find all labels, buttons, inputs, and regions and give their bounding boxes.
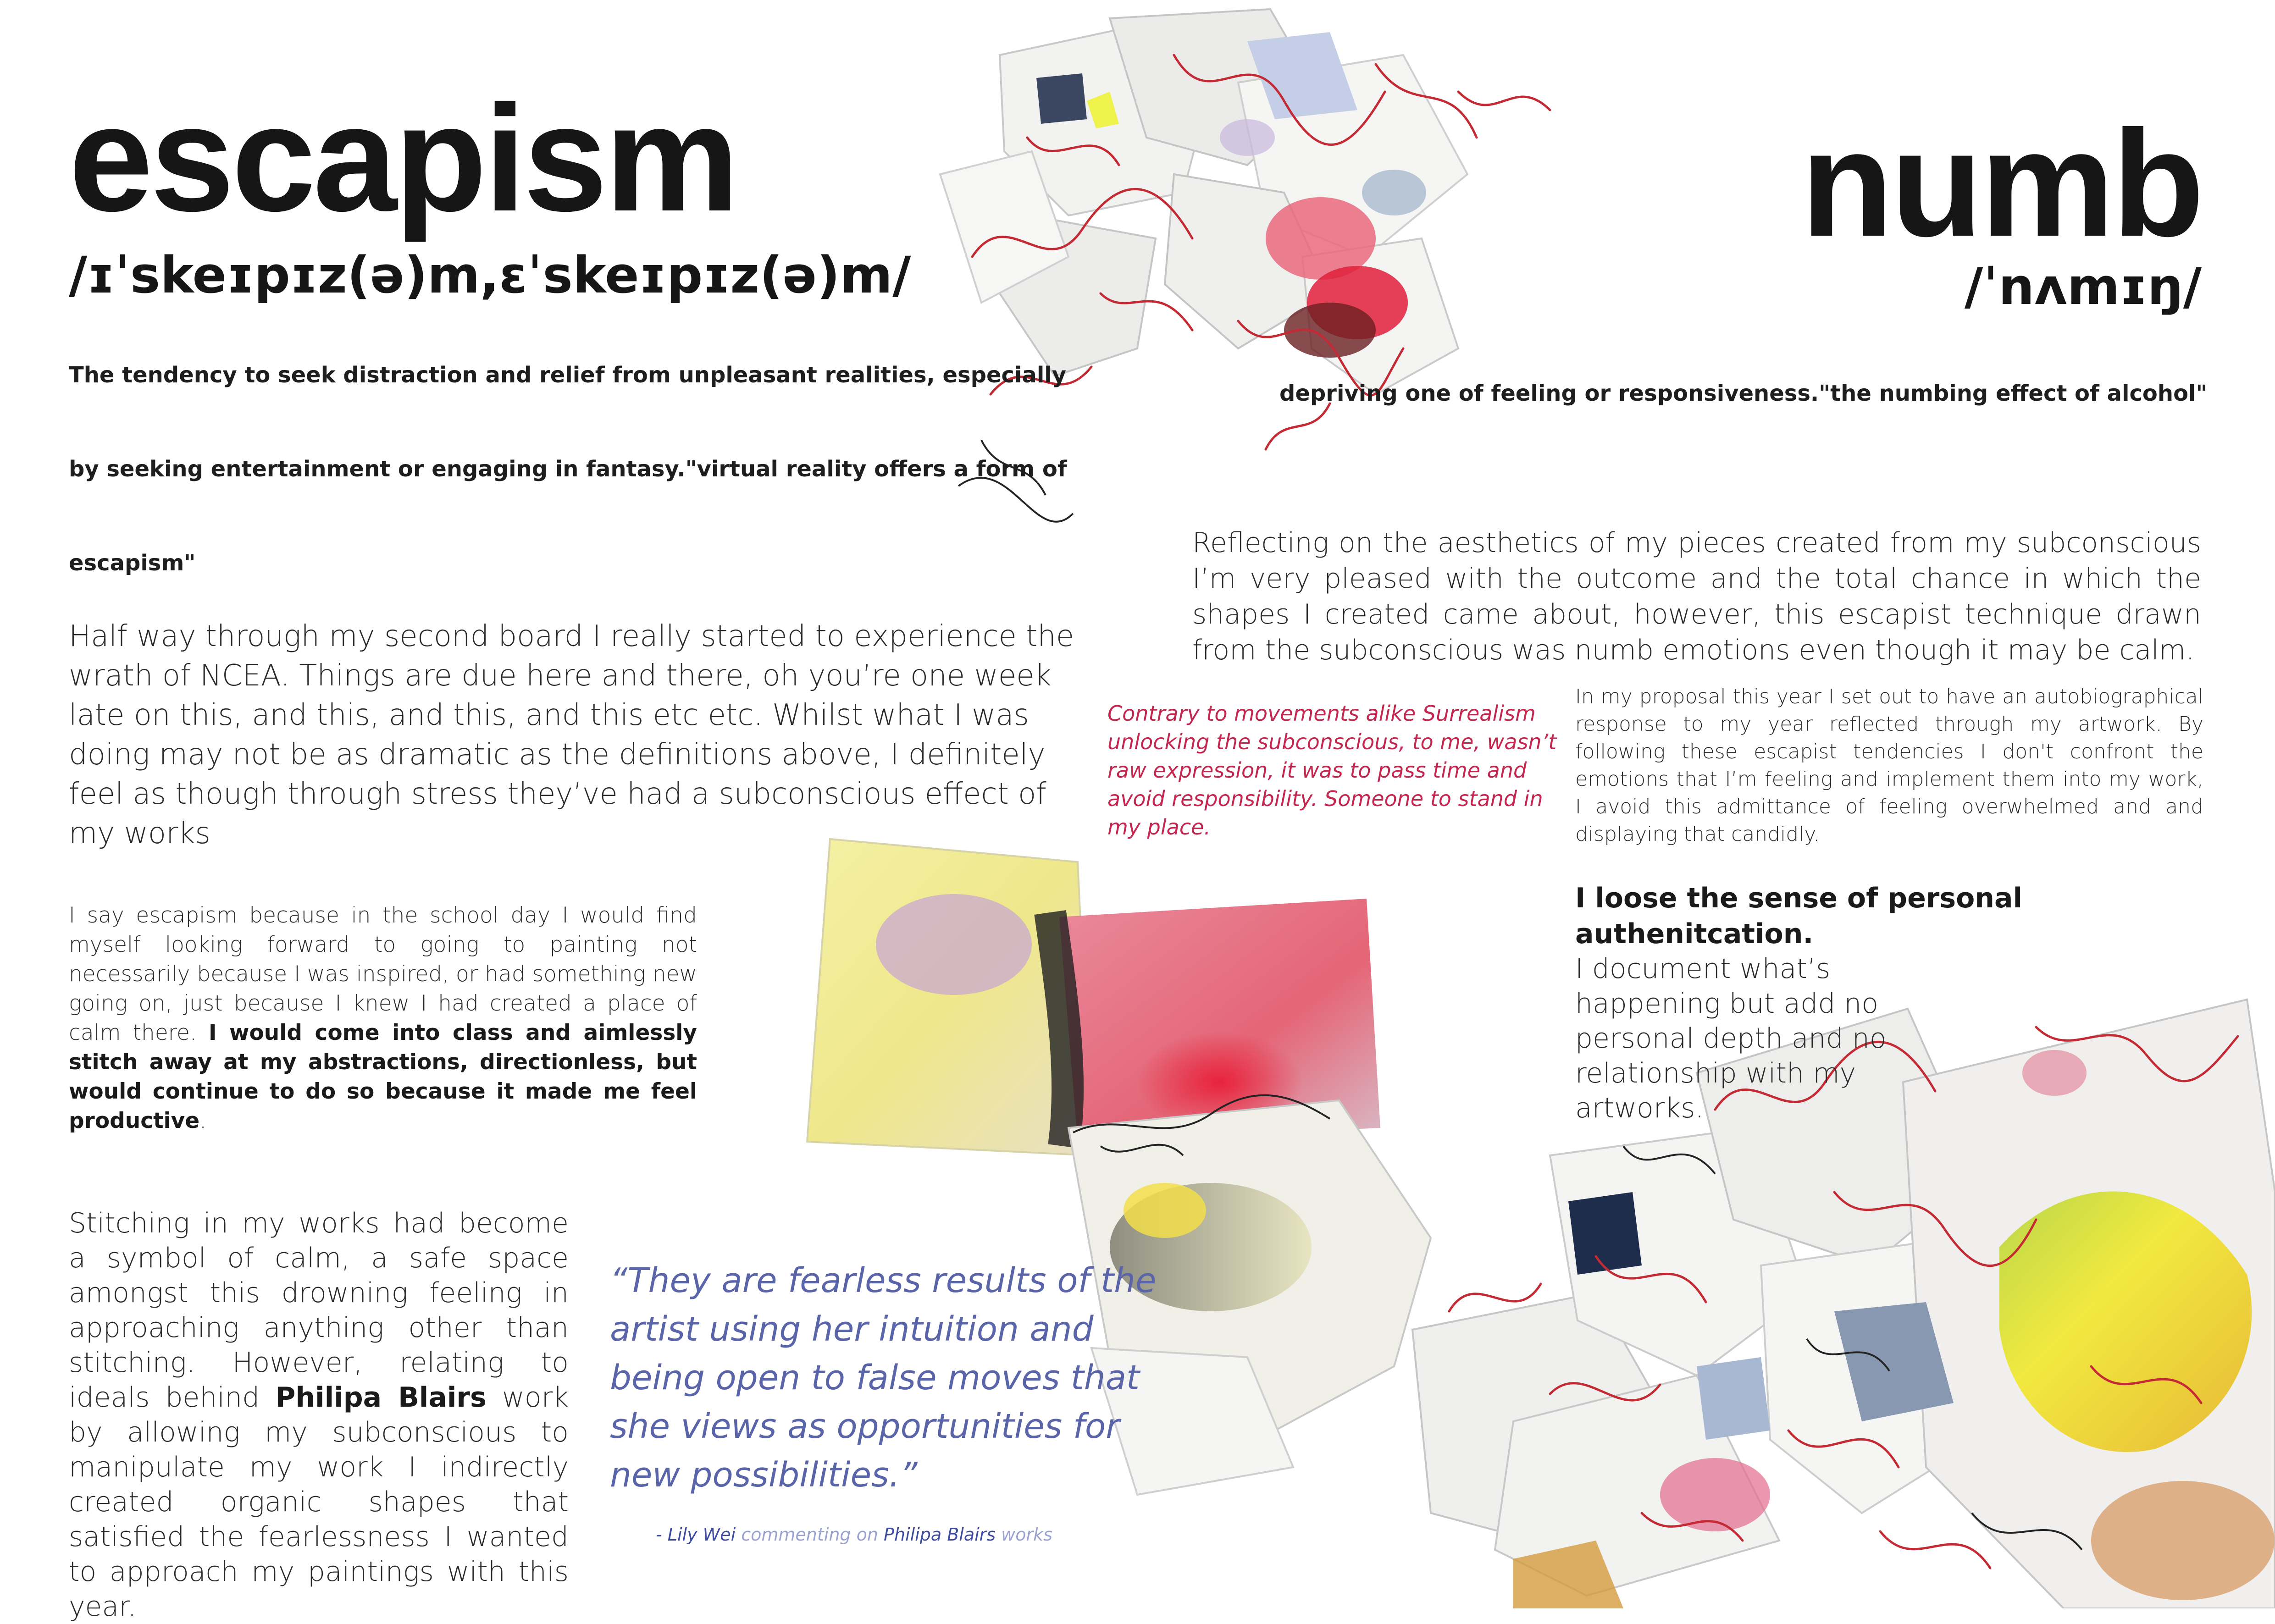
quote-suffix: works bbox=[996, 1525, 1052, 1545]
quote-middle: commenting on bbox=[736, 1525, 884, 1545]
escapism-definition-line-2: by seeking entertainment or engaging in fantasy."virtual reality offers a form of bbox=[69, 456, 1067, 482]
quote-attribution bbox=[656, 1525, 1052, 1545]
escapism-definition-line-1: The tendency to seek distraction and relief from unpleasant realities, especially bbox=[69, 362, 1067, 388]
escapism-phonetic: /ɪˈskeɪpɪz(ə)m,ɛˈskeɪpɪz(ə)m/ bbox=[69, 246, 911, 304]
paragraph-stitching-a: Stitching in my works had become a symbol of calm, a safe space amongst this drowning feeling in approaching anything other than stitching. However, relating to ideals behind bbox=[69, 1207, 569, 1414]
numb-title: numb bbox=[1800, 99, 2202, 268]
paragraph-reflecting: Reflecting on the aesthetics of my pieces created from my subconscious I’m very pleased with the outcome and the total chance in which the shapes I created came about, however, this escapist technique drawn from the subconscious was numb emotions even though it may be calm. bbox=[1192, 527, 2201, 666]
paragraph-stitching-b: work by allowing my subconscious to manipulate my work I indirectly created organic shapes that satisfied the fearlessness I wanted to approach my paintings with this year. bbox=[69, 1381, 569, 1623]
authentication-heading: I loose the sense of personal authenitcation. bbox=[1575, 882, 2023, 950]
paragraph-escapism-reason-plain: I say escapism because in the school day I would find myself looking forward to going to painting not necessarily because I was inspired, or had something new going on, just because I knew I had created a place of calm there. bbox=[69, 903, 697, 1045]
quote-subject: Philipa Blairs bbox=[884, 1525, 996, 1545]
paragraph-stitching bbox=[69, 1206, 569, 1624]
escapism-definition-line-3: escapism" bbox=[69, 550, 196, 576]
artist-quote: “They are fearless results of the artist using her intuition and being open to false moves that she views as opportunities for new possibilities.” bbox=[610, 1261, 1157, 1495]
philipa-blairs-bold: Philipa Blairs bbox=[275, 1381, 487, 1414]
top-paper-cluster bbox=[940, 9, 1550, 522]
escapism-title: escapism bbox=[69, 73, 737, 243]
paragraph-escapism-reason-bold: I would come into class and aimlessly stitch away at my abstractions, directionless, but would continue to do so because it made me feel productive bbox=[69, 1020, 697, 1133]
paragraph-escapism-reason bbox=[69, 901, 697, 1136]
paragraph-escapism-reason-end: . bbox=[199, 1108, 207, 1133]
paragraph-document: I document what’s happening but add no personal depth and no relationship with my artworks. bbox=[1575, 953, 1887, 1124]
paragraph-proposal: In my proposal this year I set out to have an autobiographical response to my year reflected through my artwork. By following these escapist tendencies I don't confront the emotions that I’m feeling and implement them into my work, I avoid this admittance of feeling overwhelmed and and displaying that candidly. bbox=[1575, 685, 2203, 846]
quote-author: - Lily Wei bbox=[656, 1525, 736, 1545]
paragraph-ncea: Half way through my second board I really started to experience the wrath of NCEA. Things are due here and there, oh you’re one week late on this, and this, and this, and this etc etc. Whilst what I was doing may not be as dramatic as the definitions above, I definitely feel as though through stress they’ve had a subconscious effect of my works bbox=[69, 619, 1074, 851]
numb-definition: depriving one of feeling or responsiveness."the numbing effect of alcohol" bbox=[1279, 381, 2208, 406]
numb-phonetic: /ˈnʌmɪŋ/ bbox=[1965, 257, 2202, 316]
surrealism-note: Contrary to movements alike Surrealism unlocking the subconscious, to me, wasn’t raw expression, it was to pass time and avoid responsibility. Someone to stand in my place. bbox=[1107, 701, 1557, 840]
